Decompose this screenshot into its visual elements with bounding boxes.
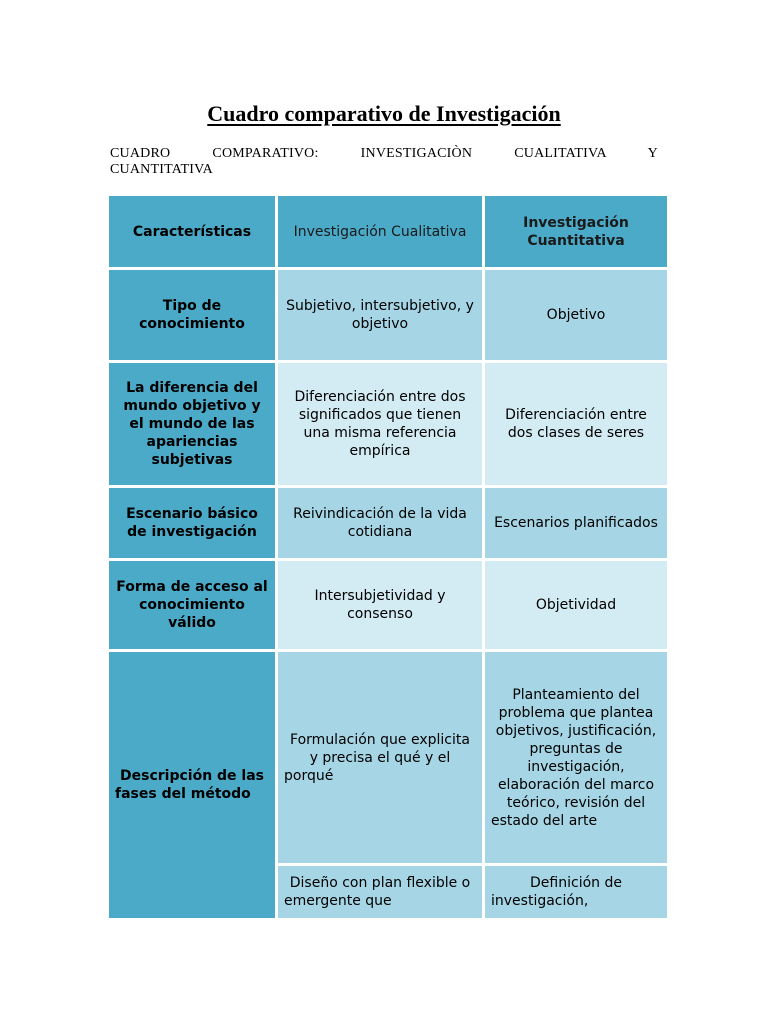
table-row xyxy=(109,561,667,652)
row-label: Descripción de las fases del método xyxy=(109,652,275,921)
document-title xyxy=(0,101,768,127)
cell-cualitativa: Subjetivo, intersubjetivo, y objetivo xyxy=(278,270,482,363)
table-row xyxy=(109,652,667,866)
table-header-row xyxy=(109,196,667,270)
table-row xyxy=(109,270,667,363)
table-row xyxy=(109,363,667,488)
cell-cualitativa: Intersubjetividad y consenso xyxy=(278,561,482,652)
header-cualitativa: Investigación Cualitativa xyxy=(278,196,482,270)
row-label: Escenario básico de investigación xyxy=(109,488,275,561)
header-caracteristicas: Características xyxy=(109,196,275,270)
row-label: La diferencia del mundo objetivo y el mundo de las apariencias subjetivas xyxy=(109,363,275,488)
subtitle-line-1: CUADRO COMPARATIVO: INVESTIGACIÒN CUALITATIVA Y xyxy=(110,146,658,161)
subtitle-line-2: CUANTITATIVA xyxy=(110,162,213,177)
cell-cualitativa: Diseño con plan flexible o emergente que xyxy=(278,866,482,921)
document-title-text: Cuadro comparativo de Investigación xyxy=(207,101,561,126)
row-label: Tipo de conocimiento xyxy=(109,270,275,363)
table-row xyxy=(109,488,667,561)
cell-cuantitativa: Planteamiento del problema que plantea objetivos, justificación, preguntas de investigación, elaboración del marco teórico, revisión del estado del arte xyxy=(485,652,667,866)
cell-cuantitativa: Objetividad xyxy=(485,561,667,652)
cell-cualitativa: Reivindicación de la vida cotidiana xyxy=(278,488,482,561)
cell-cualitativa: Formulación que explicita y precisa el qué y el porqué xyxy=(278,652,482,866)
row-label: Forma de acceso al conocimiento válido xyxy=(109,561,275,652)
cell-cualitativa: Diferenciación entre dos significados que tienen una misma referencia empírica xyxy=(278,363,482,488)
header-cuantitativa: Investigación Cuantitativa xyxy=(485,196,667,270)
cell-cuantitativa: Diferenciación entre dos clases de seres xyxy=(485,363,667,488)
cell-cuantitativa: Objetivo xyxy=(485,270,667,363)
comparison-table xyxy=(106,196,670,921)
cell-cuantitativa: Definición de investigación, xyxy=(485,866,667,921)
document-subtitle xyxy=(110,146,658,178)
cell-cuantitativa: Escenarios planificados xyxy=(485,488,667,561)
